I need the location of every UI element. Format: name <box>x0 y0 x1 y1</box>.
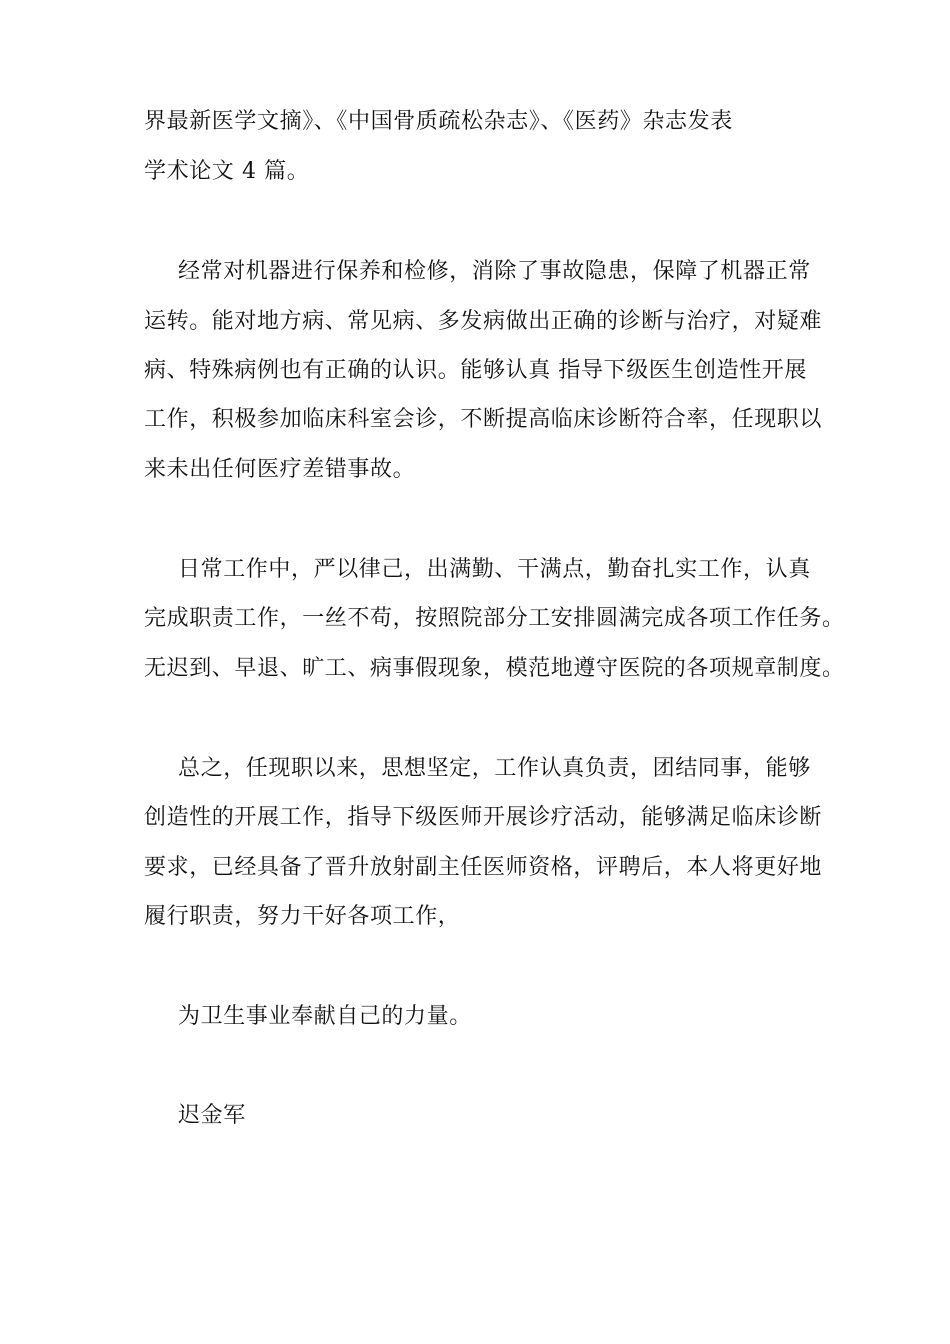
paragraph-2-line-2: 运转。能对地方病、常见病、多发病做出正确的诊断与治疗，对疑难 <box>144 309 823 334</box>
paragraph-5-line-1: 为卫生事业奉献自己的力量。 <box>178 1004 472 1029</box>
paragraph-4-line-2: 创造性的开展工作，指导下级医师开展诊疗活动，能够满足临床诊断 <box>144 805 823 830</box>
paragraph-2-line-1: 经常对机器进行保养和检修，消除了事故隐患，保障了机器正常 <box>178 259 811 284</box>
paragraph-1-line-1: 界最新医学文摘》、《中国骨质疏松杂志》、《医药》杂志发表 <box>144 109 733 134</box>
paragraph-2-line-3: 病、特殊病例也有正确的认识。能够认真 指导下级医生创造性开展 <box>144 358 807 383</box>
paragraph-2-line-5: 来未出任何医疗差错事故。 <box>144 457 416 482</box>
paragraph-4-line-3: 要求，已经具备了晋升放射副主任医师资格，评聘后，本人将更好地 <box>144 855 823 880</box>
paragraph-2-line-4: 工作，积极参加临床科室会诊，不断提高临床诊断符合率，任现职以 <box>144 407 823 432</box>
paragraph-1-line-2: 学术论文 4 篇。 <box>144 159 310 184</box>
paragraph-3-line-2: 完成职责工作，一丝不苟，按照院部分工安排圆满完成各项工作任务。 <box>144 606 845 631</box>
signature-name: 迟金军 <box>178 1103 246 1128</box>
paragraph-3-line-3: 无迟到、早退、旷工、病事假现象，模范地遵守医院的各项规章制度。 <box>144 656 845 681</box>
paragraph-4-line-4: 履行职责，努力干好各项工作， <box>144 904 461 929</box>
paragraph-4-line-1: 总之，任现职以来，思想坚定，工作认真负责，团结同事，能够 <box>178 756 811 781</box>
paragraph-3-line-1: 日常工作中，严以律己，出满勤、干满点，勤奋扎实工作，认真 <box>178 557 811 582</box>
